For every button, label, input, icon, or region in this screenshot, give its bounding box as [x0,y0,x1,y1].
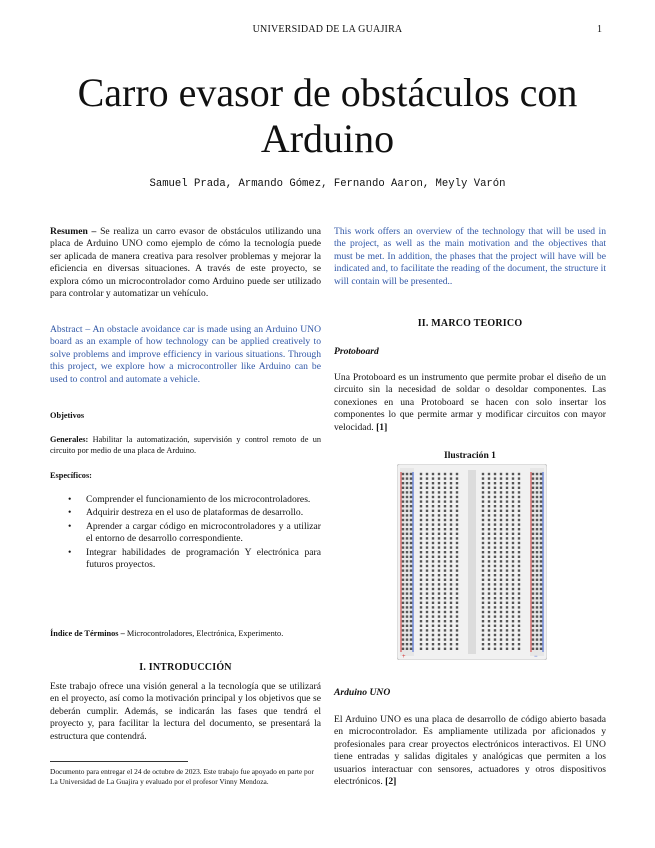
svg-text:−: − [534,654,538,660]
protoboard-ref: [1] [376,421,388,433]
index-terms [50,628,321,639]
generales-text: Habilitar la automatización, supervisión y control remoto de un circuito por medio de una placa de Arduino. [50,435,322,455]
author-list: Samuel Prada, Armando Gómez, Fernando Aaron, Meyly Varón [149,178,506,190]
objetivos-list [50,494,321,572]
list-item: • Adquirir destreza en el uso de plataformas de desarrollo. [86,507,321,519]
objetivos-heading: Objetivos [50,411,85,420]
page-number: 1 [597,24,603,35]
resumen-label: Resumen – [50,226,97,237]
intro-heading: I. INTRODUCCIÓN [139,662,232,673]
intro-paragraph: Este trabajo ofrece una visión general a la tecnología que se utilizará en el proyecto, así como la motivación principal y los objetivos que se deberán cumplir. Además, se indicarán las fases que tendrá el proyecto y, para facilitar la lectura del documento, se presentará la estructura que contendrá. [50,681,321,742]
protoboard-heading: Protoboard [334,346,379,357]
abstract-paragraph: Abstract – An obstacle avoidance car is made using an Arduino UNO board as an example of how technology can be applied creatively to solve problems and improve efficiency in various situations. Through this project, we explore how a microcontroller like Arduino can be used to control and automate a vehicle. [50,324,321,385]
arduino-heading: Arduino UNO [334,687,391,698]
resumen-paragraph [50,226,321,300]
especificos-heading: Específicos: [50,471,92,480]
figure-caption: Ilustración 1 [444,450,496,461]
index-terms-label: Índice de Términos – [50,629,125,638]
resumen-text: Se realiza un carro evasor de obstáculos utilizando una placa de Arduino UNO como ejemplo de cómo la tecnología puede ser aplicada de manera creativa para resolver problemas y mejorar la eficiencia en diversas situaciones. A través de este proyecto, se explora cómo un microcontrolador como Arduino puede ser utilizado para controlar y automatizar un vehículo. [50,226,322,300]
footnote: Documento para entregar el 24 de octubre de 2023. Este trabajo fue apoyado en parte por La Universidad de La Guajira y evaluado por el profesor Vinny Mendoza. [50,767,314,786]
index-terms-text: Microcontroladores, Electrónica, Experimento. [126,629,284,638]
footnote-rule [50,761,188,762]
list-item: • Integrar habilidades de programación Y electrónica para futuros proyectos. [86,547,321,572]
generales-paragraph [50,434,321,456]
breadboard-illustration [397,464,547,660]
protoboard-paragraph [334,372,606,434]
marco-heading: II. MARCO TEORICO [417,318,523,329]
english-intro-paragraph: This work offers an overview of the technology that will be used in the project, as well as the main motivation and the objectives that must be met. In addition, the phases that the project will have will be indicated and, to facilitate the reading of the document, the structure it will contain will be presented.. [334,226,606,287]
arduino-ref: [2] [385,776,397,788]
generales-label: Generales: [50,435,89,444]
arduino-text: El Arduino UNO es una placa de desarrollo de código abierto basada en microcontrolador. Es ampliamente utilizada por aficionados y profesionales para crear proyectos electrónicos interactivos. El UNO tiene entradas y salidas digitales y analógicas que permiten a los usuarios interactuar con sensores, actuadores y otros dispositivos electrónicos. [334,714,606,788]
list-item: • Comprender el funcionamiento de los microcontroladores. [86,494,321,506]
svg-text:+: + [402,654,406,660]
paper-title: Carro evasor de obstáculos con Arduino [77,70,578,161]
list-item: • Aprender a cargar código en microcontroladores y a utilizar el entorno de desarrollo correspondiente. [86,521,321,546]
running-header: UNIVERSIDAD DE LA GUAJIRA [252,24,403,35]
arduino-paragraph [334,714,606,788]
protoboard-text: Una Protoboard es un instrumento que permite probar el diseño de un circuito sin la necesidad de soldar o desoldar componentes. Las conexiones en una Protoboard se hacen con solo insertar los componentes lo que permite armar y modificar circuitos con mayor velocidad. [334,372,606,433]
